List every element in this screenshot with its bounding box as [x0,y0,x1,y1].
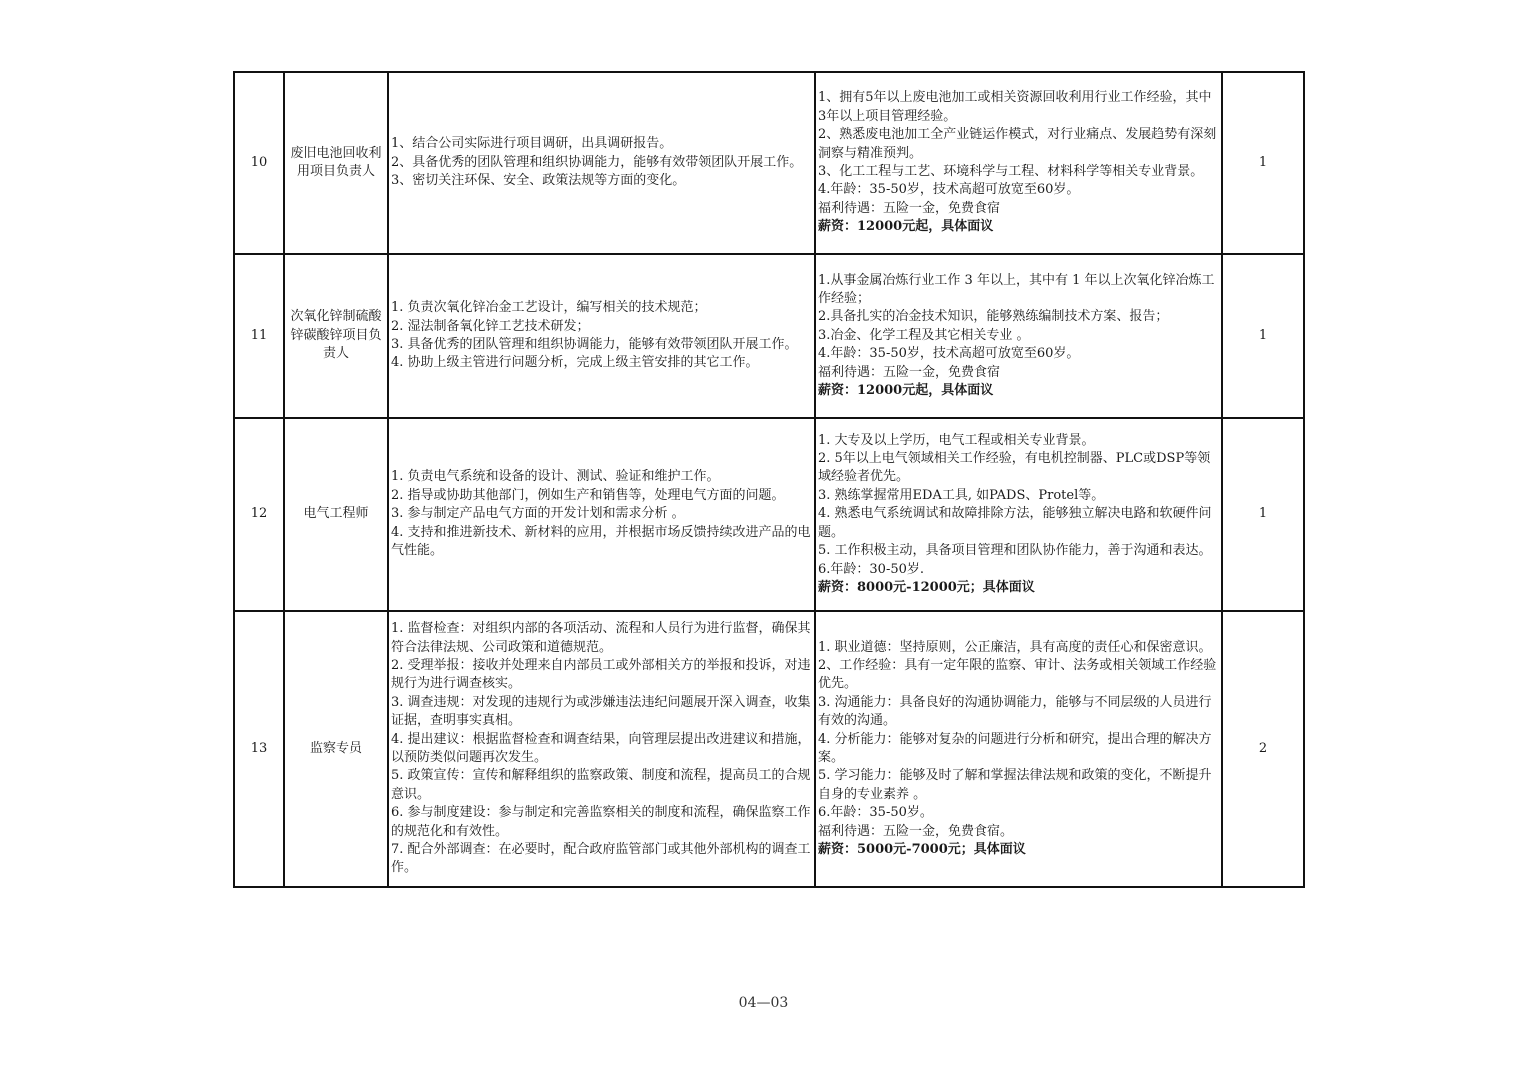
row-number: 11 [234,254,284,418]
duty-line: 1. 负责电气系统和设备的设计、测试、验证和维护工作。 [391,469,720,485]
requirement-line: 福利待遇：五险一金，免费食宿 [818,364,1001,380]
table-row [234,254,1304,418]
job-duties [388,72,815,254]
requirement-line: 2、工作经验：具有一定年限的监察、审计、法务或相关领域工作经验优先。 [818,657,1217,692]
row-number: 12 [234,418,284,611]
duty-line: 4. 支持和推进新技术、新材料的应用，并根据市场反馈持续改进产品的电气性能。 [391,524,811,559]
duty-line: 3. 具备优秀的团队管理和组织协调能力，能够有效带领团队开展工作。 [391,337,798,352]
job-duties [388,254,815,418]
requirement-line: 4.年龄：35-50岁，技术高超可放宽至60岁。 [818,182,1080,198]
page-number: 04—03 [738,995,789,1011]
duty-line: 2. 指导或协助其他部门，例如生产和销售等，处理电气方面的问题。 [391,487,785,503]
requirement-line: 4.年龄：35-50岁，技术高超可放宽至60岁。 [818,346,1080,362]
headcount: 1 [1222,72,1304,254]
requirement-line: 1.从事金属冶炼行业工作 3 年以上，其中有 1 年以上次氧化锌冶炼工作经验； [818,272,1215,306]
headcount: 1 [1222,418,1304,611]
requirement-line: 2、熟悉废电池加工全产业链运作模式，对行业痛点、发展趋势有深刻洞察与精准预判。 [818,127,1217,161]
job-title: 电气工程师 [284,418,388,611]
headcount: 2 [1222,611,1304,887]
requirement-line: 5. 工作积极主动，具备项目管理和团队协作能力，善于沟通和表达。 [818,543,1212,559]
duty-line: 3. 参与制定产品电气方面的开发计划和需求分析 。 [391,506,685,522]
job-title: 监察专员 [284,611,388,887]
requirement-line: 3. 沟通能力：具备良好的沟通协调能力，能够与不同层级的人员进行有效的沟通。 [818,694,1212,729]
requirement-line: 1、拥有5年以上废电池加工或相关资源回收利用行业工作经验，其中3年以上项目管理经验。 [818,90,1212,124]
job-requirements [815,418,1222,611]
requirement-line: 4. 分析能力：能够对复杂的问题进行分析和研究，提出合理的解决方案。 [818,731,1212,765]
requirement-line: 1. 大专及以上学历，电气工程或相关专业背景。 [818,432,1095,448]
job-requirements [815,611,1222,887]
duty-line: 1. 负责次氧化锌冶金工艺设计，编写相关的技术规范； [391,300,707,316]
duty-line: 1、结合公司实际进行项目调研，出具调研报告。 [391,136,673,152]
job-requirements [815,254,1222,418]
row-number: 10 [234,72,284,254]
job-title: 废旧电池回收利用项目负责人 [284,72,388,254]
duty-line: 3. 调查违规：对发现的违规行为或涉嫌违法违纪问题展开深入调查，收集证据，查明事实真相。 [391,694,811,729]
requirement-line: 6.年龄：35-50岁。 [818,805,933,821]
salary-line: 薪资：5000元-7000元；具体面议 [818,842,1026,858]
duty-line: 4. 提出建议：根据监督检查和调查结果，向管理层提出改进建议和措施，以预防类似问题再次发生。 [391,731,811,765]
duty-line: 1. 监督检查：对组织内部的各项活动、流程和人员行为进行监督，确保其符合法律法规、公司政策和道德规范。 [391,621,811,655]
requirement-line: 2. 5年以上电气领域相关工作经验，有电机控制器、PLC或DSP等领域经验者优先。 [818,451,1211,485]
duty-line: 7. 配合外部调查：在必要时，配合政府监管部门或其他外部机构的调查工作。 [391,842,811,876]
salary-line: 薪资：12000元起，具体面议 [818,383,994,399]
requirement-line: 6.年龄：30-50岁. [818,561,925,577]
table-row [234,418,1304,611]
salary-line: 薪资：8000元-12000元；具体面议 [818,579,1035,595]
job-title: 次氧化锌制硫酸锌碳酸锌项目负责人 [284,254,388,418]
table-row [234,72,1304,254]
table-row [234,611,1304,887]
job-requirements [815,72,1222,254]
job-table [233,71,1305,888]
duty-line: 4. 协助上级主管进行问题分析，完成上级主管安排的其它工作。 [391,355,759,371]
requirement-line: 福利待遇：五险一金，免费食宿。 [818,823,1014,839]
duty-line: 2. 湿法制备氧化锌工艺技术研发； [391,318,590,334]
salary-line: 薪资：12000元起，具体面议 [818,219,994,235]
requirement-line: 福利待遇：五险一金，免费食宿 [818,200,1001,216]
requirement-line: 5. 学习能力：能够及时了解和掌握法律法规和政策的变化，不断提升自身的专业素养 。 [818,768,1212,802]
requirement-line: 3、化工工程与工艺、环境科学与工程、材料科学等相关专业背景。 [818,164,1204,179]
requirement-line: 2.具备扎实的冶金技术知识，能够熟练编制技术方案、报告； [818,309,1169,325]
duty-line: 5. 政策宣传：宣传和解释组织的监察政策、制度和流程，提高员工的合规意识。 [391,768,811,802]
requirement-line: 1. 职业道德：坚持原则，公正廉洁，具有高度的责任心和保密意识。 [818,639,1212,655]
duty-line: 3、密切关注环保、安全、政策法规等方面的变化。 [391,173,686,189]
requirement-line: 3.冶金、化学工程及其它相关专业 。 [818,327,1030,343]
row-number: 13 [234,611,284,887]
job-duties [388,611,815,887]
duty-line: 6. 参与制度建设：参与制定和完善监察相关的制度和流程，确保监察工作的规范化和有效性。 [391,805,811,839]
headcount: 1 [1222,254,1304,418]
duty-line: 2. 受理举报：接收并处理来自内部员工或外部相关方的举报和投诉，对违规行为进行调查核实。 [391,657,811,692]
requirement-line: 3. 熟练掌握常用EDA工具, 如PADS、Protel等。 [818,487,1105,503]
job-duties [388,418,815,611]
requirement-line: 4. 熟悉电气系统调试和故障排除方法，能够独立解决电路和软硬件问题。 [818,506,1212,540]
duty-line: 2、具备优秀的团队管理和组织协调能力，能够有效带领团队开展工作。 [391,154,803,170]
